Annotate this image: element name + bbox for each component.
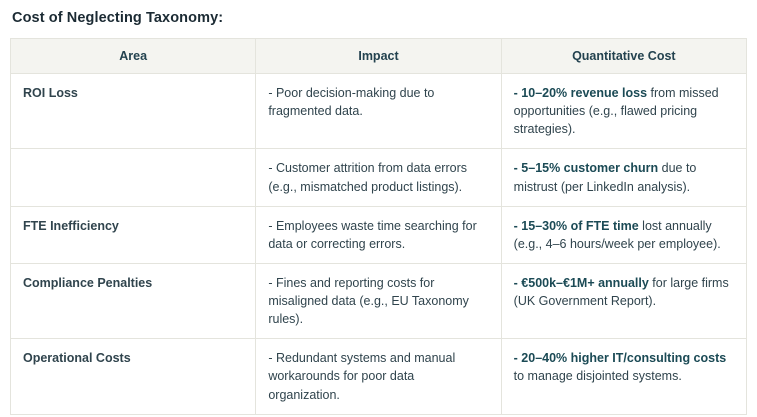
cost-detail: for large firms (UK Government Report). [513, 275, 729, 308]
cell-impact: - Customer attrition from data errors (e.g., mismatched product listings). [256, 149, 501, 206]
cell-quantitative-cost [501, 263, 746, 338]
cell-area: Operational Costs [11, 339, 256, 414]
column-header-area: Area [11, 39, 256, 74]
cost-of-neglecting-taxonomy-table [10, 38, 747, 415]
cell-quantitative-cost [501, 149, 746, 206]
cell-impact: - Fines and reporting costs for misaligned data (e.g., EU Taxonomy rules). [256, 263, 501, 338]
cell-area: ROI Loss [11, 74, 256, 149]
cost-highlight: - 20–40% higher IT/consulting costs [513, 351, 727, 366]
cell-quantitative-cost [501, 74, 746, 149]
cell-impact: - Poor decision-making due to fragmented data. [256, 74, 501, 149]
cell-area: FTE Inefficiency [11, 206, 256, 263]
table-row [11, 339, 747, 414]
column-header-quantitative-cost: Quantitative Cost [501, 39, 746, 74]
table-body [11, 74, 747, 415]
page-title: Cost of Neglecting Taxonomy: [12, 10, 224, 26]
cell-quantitative-cost [501, 206, 746, 263]
cost-detail: lost annually (e.g., 4–6 hours/week per employee). [513, 218, 721, 251]
cell-quantitative-cost [501, 339, 746, 414]
column-header-impact: Impact [256, 39, 501, 74]
table-header-row [11, 39, 747, 74]
cell-impact: - Employees waste time searching for data or correcting errors. [256, 206, 501, 263]
table-row [11, 206, 747, 263]
cell-area [11, 149, 256, 206]
table-header [11, 39, 747, 74]
cost-highlight: - €500k–€1M+ annually [513, 275, 649, 290]
table-row [11, 149, 747, 206]
cost-detail: to manage disjointed systems. [513, 369, 682, 384]
cost-highlight: - 15–30% of FTE time [513, 218, 639, 233]
cost-highlight: - 10–20% revenue loss [513, 86, 648, 100]
table-row [11, 263, 747, 338]
cost-highlight: - 5–15% customer churn [513, 161, 659, 176]
cost-detail: from missed opportunities (e.g., flawed pricing strategies). [513, 86, 719, 137]
table-row [11, 74, 747, 149]
cost-detail: due to mistrust (per LinkedIn analysis). [513, 161, 697, 194]
cell-impact: - Redundant systems and manual workarounds for poor data organization. [256, 339, 501, 414]
cell-area: Compliance Penalties [11, 263, 256, 338]
